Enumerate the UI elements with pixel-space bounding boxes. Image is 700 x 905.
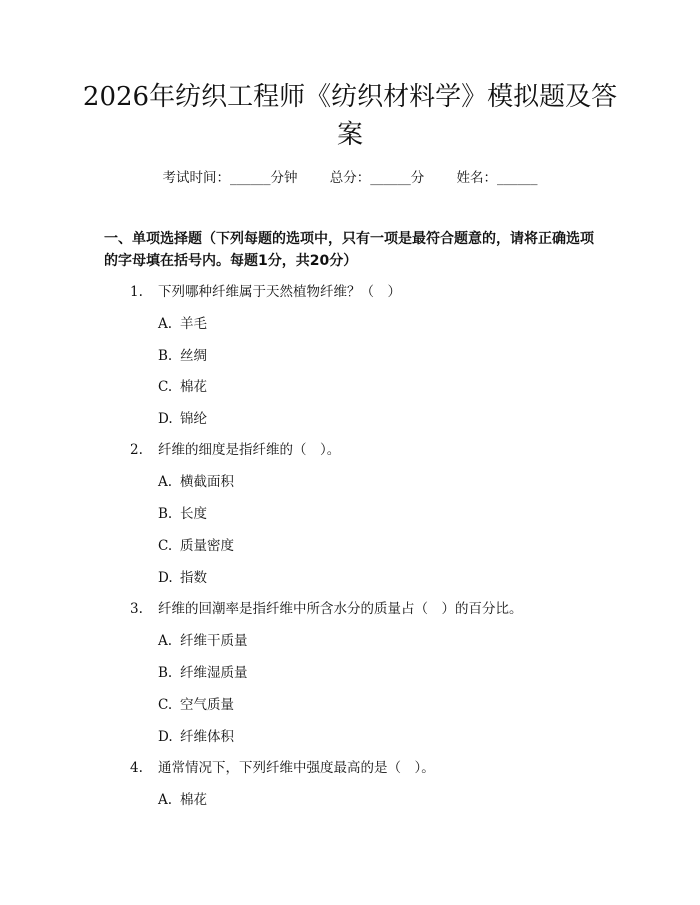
option-text: 长度 <box>180 506 207 522</box>
question-1 <box>130 282 401 302</box>
question-4-option-a <box>158 790 207 810</box>
total-score-unit: 分 <box>410 170 425 186</box>
exam-time-field <box>162 168 297 188</box>
option-letter: D. <box>158 570 173 586</box>
question-2 <box>130 440 340 460</box>
option-text: 丝绸 <box>180 348 207 364</box>
exam-time-blank: ______ <box>229 170 271 186</box>
question-3-option-b <box>158 663 248 683</box>
question-1-option-d <box>158 409 207 429</box>
exam-time-unit: 分钟 <box>270 170 298 186</box>
option-text: 羊毛 <box>180 316 207 332</box>
question-text: 通常情况下，下列纤维中强度最高的是（ ）。 <box>158 760 435 776</box>
question-text: 纤维的回潮率是指纤维中所含水分的质量占（ ）的百分比。 <box>158 601 523 617</box>
option-text: 空气质量 <box>180 697 234 713</box>
option-letter: A. <box>158 316 173 332</box>
option-text: 棉花 <box>180 379 207 395</box>
question-number: 2. <box>130 442 143 458</box>
option-text: 横截面积 <box>180 474 234 490</box>
exam-info-line <box>0 168 700 188</box>
question-2-option-a <box>158 472 234 492</box>
option-letter: B. <box>158 665 173 681</box>
option-text: 质量密度 <box>180 538 234 554</box>
total-score-field <box>330 168 425 188</box>
option-text: 纤维干质量 <box>180 633 248 649</box>
question-number: 3. <box>130 601 143 617</box>
document-title: 2026年纺织工程师《纺织材料学》模拟题及答案 <box>82 82 618 150</box>
option-letter: D. <box>158 729 173 745</box>
name-field <box>457 168 538 188</box>
total-score-blank: ______ <box>370 170 411 186</box>
question-3-option-a <box>158 631 248 651</box>
question-3 <box>130 599 523 619</box>
option-letter: C. <box>158 697 173 713</box>
option-text: 指数 <box>180 570 207 586</box>
section-heading: 一、单项选择题（下列每题的选项中，只有一项是最符合题意的，请将正确选项的字母填在括号内。每题1分，共20分） <box>104 231 594 269</box>
option-text: 纤维体积 <box>180 729 234 745</box>
total-score-label: 总分： <box>329 170 371 186</box>
question-text: 下列哪种纤维属于天然植物纤维？（ ） <box>158 284 401 300</box>
option-text: 锦纶 <box>180 411 207 427</box>
question-text: 纤维的细度是指纤维的（ ）。 <box>158 442 341 458</box>
question-2-option-d <box>158 568 207 588</box>
question-number: 4. <box>130 760 143 776</box>
question-2-option-c <box>158 536 234 556</box>
question-1-option-b <box>158 346 207 366</box>
exam-time-label: 考试时间： <box>162 170 230 186</box>
name-blank: ______ <box>497 170 538 186</box>
option-letter: B. <box>158 348 173 364</box>
question-4 <box>130 758 435 778</box>
question-1-option-a <box>158 314 207 334</box>
question-number: 1. <box>130 284 143 300</box>
name-label: 姓名： <box>456 170 498 186</box>
option-letter: A. <box>158 474 173 490</box>
question-3-option-c <box>158 695 234 715</box>
option-letter: A. <box>158 633 173 649</box>
option-letter: D. <box>158 411 173 427</box>
question-2-option-b <box>158 504 207 524</box>
option-letter: A. <box>158 792 173 808</box>
question-1-option-c <box>158 377 207 397</box>
option-letter: C. <box>158 379 173 395</box>
option-text: 纤维湿质量 <box>180 665 248 681</box>
question-3-option-d <box>158 727 234 747</box>
option-letter: B. <box>158 506 173 522</box>
option-letter: C. <box>158 538 173 554</box>
option-text: 棉花 <box>180 792 207 808</box>
